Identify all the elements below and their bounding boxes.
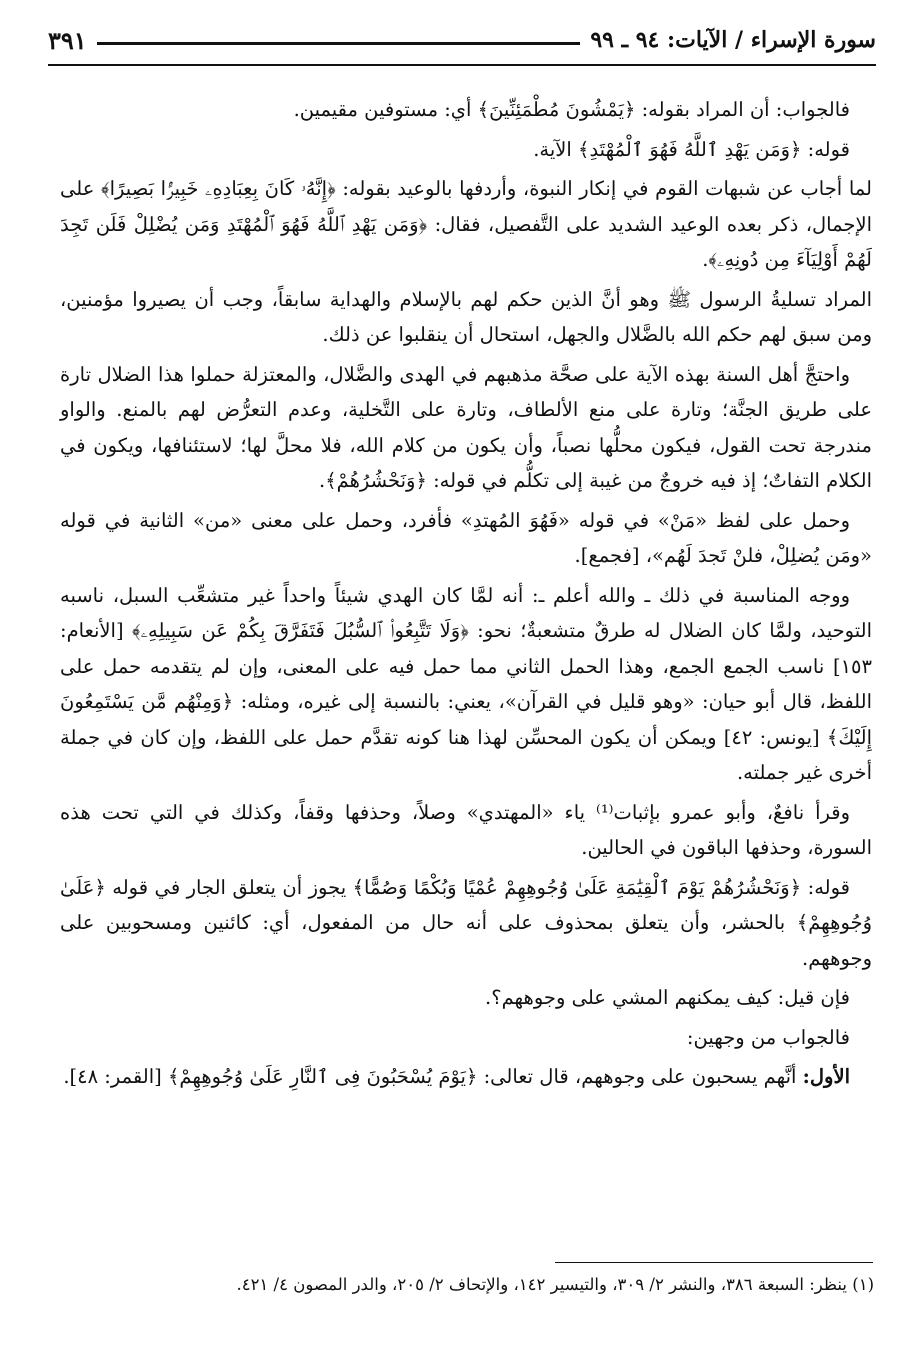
paragraph: فالجواب من وجهين: [686, 1025, 850, 1049]
paragraph: المراد تسليةُ الرسول ﷺ وهو أنَّ الذين حكم لهم بالإسلام والهداية سابقاً، وجب أن يصيروا مؤمنين، ومن سبق لهم حكم الله بالضَّلال والجهل، استحال أن ينقلبوا عن ذلك. [60, 287, 872, 346]
main-text [60, 92, 872, 1099]
page-number: ٣٩١ [48, 25, 87, 55]
paragraph: قوله: ﴿وَنَحْشُرُهُمْ يَوْمَ ٱلْقِيَٰمَةِ عَلَىٰ وُجُوهِهِمْ عُمْيًا وَبُكْمًا وَصُمًّا﴾ يجوز أن يتعلق الجار في قوله ﴿عَلَىٰ وُجُوهِهِمْ﴾ بالحشر، وأن يتعلق بمحذوف على أنه حال من المفعول، أي: كائنين ومسحوبين على وجوههم. [60, 875, 872, 970]
paragraph: وحمل على لفظ «مَنْ» في قوله «فَهُوَ المُهتدِ» فأفرد، وحمل على معنى «من» الثانية في قوله «ومَن يُضلِلْ، فلنْ تَجدَ لَهُم»، [فجمع]. [60, 508, 872, 567]
answer-text: أنَّهم يسحبون على وجوههم، قال تعالى: ﴿يَوْمَ يُسْحَبُونَ فِى ٱلنَّارِ عَلَىٰ وُجُوهِهِمْ﴾ [القمر: ٤٨]. [63, 1065, 803, 1088]
paragraph: وقرأ نافعٌ، وأبو عمرو بإثبات⁽¹⁾ ياء «المهتدي» وصلاً، وحذفها وقفاً، وكذلك في التي تحت هذه السورة، وحذفها الباقون في الحالين. [60, 800, 872, 859]
paragraph: فالجواب: أن المراد بقوله: ﴿يَمْشُونَ مُطْمَئِنِّينَ﴾ أي: مستوفين مقيمين. [293, 98, 850, 121]
surah-title: سورة الإسراء / الآيات: ٩٤ ـ ٩٩ [590, 27, 876, 53]
paragraph: لما أجاب عن شبهات القوم في إنكار النبوة، وأردفها بالوعيد بقوله: ﴿إِنَّهُۥ كَانَ بِعِبَادِهِۦ خَبِيرًۢا بَصِيرًا﴾ على الإجمال، ذكر بعده الوعيد الشديد على التَّفصيل، فقال: ﴿وَمَن يَهْدِ ٱللَّهُ فَهُوَ ٱلْمُهْتَدِ وَمَن يُضْلِلْ فَلَن تَجِدَ لَهُمْ أَوْلِيَآءَ مِن دُونِهِۦ﴾. [60, 177, 872, 271]
paragraph: ووجه المناسبة في ذلك ـ والله أعلم ـ: أنه لمَّا كان الهدي شيئاً واحداً غير متشعِّب السبل، ناسبه التوحيد، ولمَّا كان الضلال له طرقٌ متشعبةٌ؛ نحو: ﴿وَلَا تَتَّبِعُوا۟ ٱلسُّبُلَ فَتَفَرَّقَ بِكُمْ عَن سَبِيلِهِۦ﴾ [الأنعام: ١٥٣] ناسب الجمع الجمع، وهذا الحمل الثاني مما حمل فيه على المعنى، وإن لم يتقدمه حمل على اللفظ، قال أبو حيان: «وهو قليل في القرآن»، يعني: بالنسبة إلى غيره، ومثله: ﴿وَمِنْهُم مَّن يَسْتَمِعُونَ إِلَيْكَ﴾ [يونس: ٤٢] ويمكن أن يكون المحسِّن لهذا هنا كونه تقدَّم حمل على اللفظ، وإن كان في جملة أخرى غير جملته. [60, 583, 873, 784]
footnote: (١) ينظر: السبعة ٣٨٦، والنشر ٢/ ٣٠٩، والتيسير ١٤٢، والإتحاف ٢/ ٢٠٥، والدر المصون ٤/ ٤٢١. [236, 1275, 874, 1294]
paragraph: واحتجَّ أهل السنة بهذه الآية على صحَّة مذهبهم في الهدى والضَّلال، والمعتزلة حملوا هذا الضلال تارة على طريق الجنَّة؛ وتارة على منع الألطاف، وتارة على التَّخلية، وعدم التعرُّض لهم بالمنع. والواو مندرجة تحت القول، فيكون محلُّها نصباً، وأن يكون من كلام الله، فلا محلَّ لها؛ لاستئنافها، ويكون في الكلام التفاتٌ؛ إذ فيه خروجٌ من غيبة إلى تكلُّم في قوله: ﴿وَنَحْشُرُهُمْ﴾. [60, 362, 872, 492]
header-rule-line [97, 42, 581, 45]
footnote-divider [555, 1262, 873, 1263]
paragraph: فإن قيل: كيف يمكنهم المشي على وجوههم؟. [485, 986, 850, 1009]
header-divider [48, 64, 876, 66]
paragraph: قوله: ﴿وَمَن يَهْدِ ٱللَّهُ فَهُوَ ٱلْمُهْتَدِ﴾ الآية. [533, 137, 850, 161]
paragraph-first-answer [60, 1059, 872, 1095]
answer-lead-label: الأول: [802, 1065, 850, 1088]
running-header [48, 18, 876, 62]
